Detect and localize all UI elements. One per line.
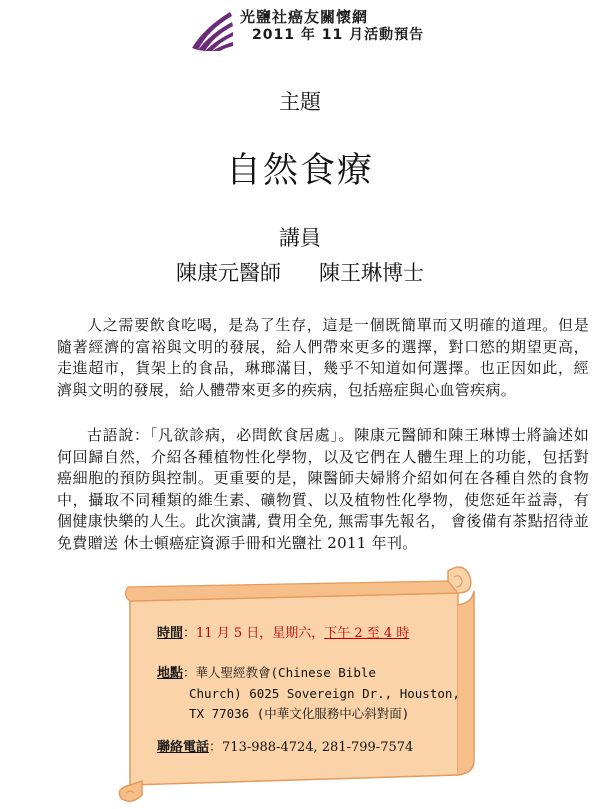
speakers-label: 講員 xyxy=(279,226,321,250)
speaker-2: 陳王琳博士 xyxy=(319,261,424,285)
place-separator: ： xyxy=(183,665,196,680)
organization-logo-icon xyxy=(190,8,234,52)
topic-title: 自然食療 xyxy=(225,151,374,191)
description-paragraph: 古語說：「凡欲診病，必問飲食居處」。陳康元醫師和陳王琳博士將論述如何回歸自然，介紹各種植物性化學物，以及它們在人體生理上的功能，包括對癌細胞的預防與控制。更重要的是，陳醫師夫婦將介紹如何在各種自然的食物中，攝取不同種類的維生素、礦物質、以及植物性化學物，使您延年益壽，有個健康快樂的人生。此次演講, 費用全免, 無需事先報名， 會後備有茶點招待並免費贈送 休士頓癌症資源手冊和光鹽社 2011 年刊。 xyxy=(57,426,589,552)
place-line-2: Church) 6025 Sovereign Dr., Houston, xyxy=(189,686,460,701)
intro-paragraph: 人之需要飲食吃喝，是為了生存，這是一個既簡單而又明確的道理。但是隨著經濟的富裕與文明的發展，給人們帶來更多的選擇，對口慾的期望更高，走進超市，貨架上的食品，琳瑯滿目，幾乎不知道如何選擇。也正因如此，經濟與文明的發展，給人體帶來更多的疾病，包括癌症與心血管疾病。 xyxy=(57,316,589,399)
time-separator: ： xyxy=(183,626,197,641)
event-time-row xyxy=(157,624,409,644)
place-line-3: TX 77036 (中華文化服務中心斜對面) xyxy=(189,706,410,721)
contact-phone-numbers: 713-988-4724, 281-799-7574 xyxy=(222,740,414,755)
topic-label: 主題 xyxy=(279,90,321,114)
time-date: 11 月 5 日，星期六， xyxy=(196,626,325,641)
event-announcement-title: 2011 年 11 月活動預告 xyxy=(252,27,425,43)
header xyxy=(0,0,600,56)
time-hours: 下午 2 至 4 時 xyxy=(324,626,410,641)
organization-name: 光鹽社癌友關懷網 xyxy=(240,8,369,26)
event-location-row xyxy=(157,663,460,724)
time-label: 時間 xyxy=(157,626,184,641)
contact-label: 聯絡電話 xyxy=(157,740,210,755)
place-label: 地點 xyxy=(157,666,184,681)
speakers-names xyxy=(0,257,600,287)
speaker-1: 陳康元醫師 xyxy=(176,261,281,285)
place-line-1: 華人聖經教會(Chinese Bible xyxy=(195,665,376,680)
contact-separator: ： xyxy=(209,740,223,755)
contact-phone-row xyxy=(157,738,413,758)
